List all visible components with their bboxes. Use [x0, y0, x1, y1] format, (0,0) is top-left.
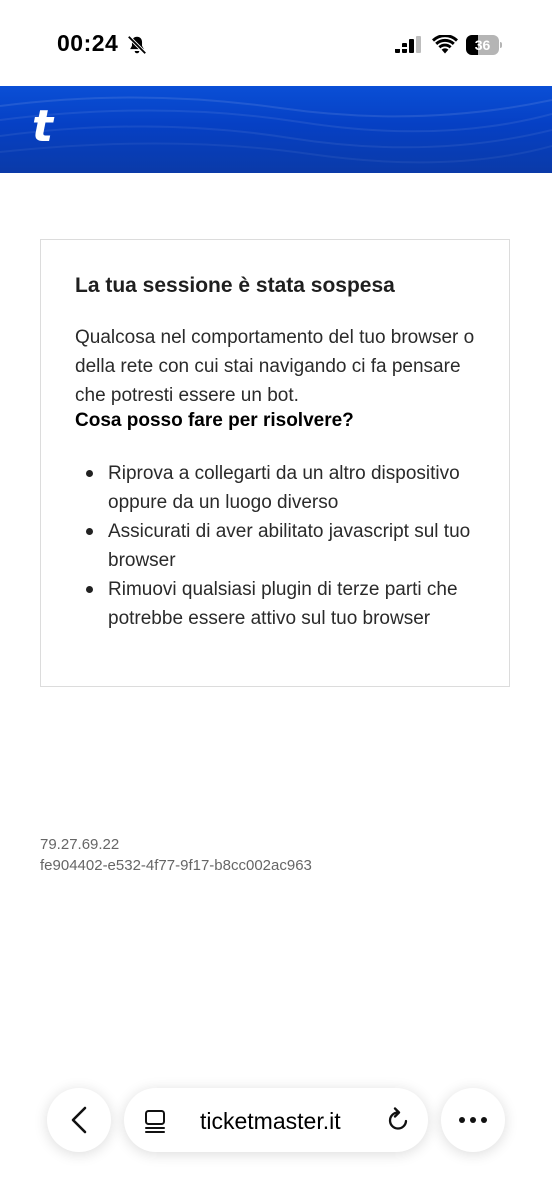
session-id: fe904402-e532-4f77-9f17-b8cc002ac963 — [40, 857, 312, 874]
tip-text: Assicurati di aver abilitato javascript sul tuo browser — [108, 521, 471, 571]
more-button[interactable] — [441, 1088, 505, 1152]
tabs-icon[interactable] — [144, 1109, 168, 1133]
suspension-card — [40, 239, 510, 687]
more-icon — [458, 1116, 488, 1124]
tip-item — [75, 517, 485, 575]
tip-text: Rimuovi qualsiasi plugin di terze parti che potrebbe essere attivo sul tuo browser — [108, 579, 458, 629]
address-bar[interactable] — [124, 1088, 428, 1152]
battery-level: 36 — [474, 37, 491, 53]
bullet-icon — [86, 586, 93, 593]
site-header — [0, 86, 552, 173]
tips-list — [75, 459, 485, 633]
url-text[interactable]: ticketmaster.it — [200, 1108, 341, 1134]
back-button[interactable] — [47, 1088, 111, 1152]
card-message: Qualcosa nel comportamento del tuo browser o della rete con cui stai navigando ci fa pensare che potresti essere un bot. — [75, 327, 475, 406]
wifi-icon — [432, 35, 458, 55]
cellular-signal-icon — [395, 36, 423, 54]
ticketmaster-logo[interactable]: t — [32, 101, 54, 152]
chevron-left-icon — [70, 1106, 88, 1134]
client-ip: 79.27.69.22 — [40, 836, 120, 853]
browser-toolbar — [0, 1076, 552, 1166]
bullet-icon — [86, 528, 93, 535]
battery-indicator — [466, 35, 502, 55]
bell-muted-icon — [126, 34, 148, 56]
tip-text: Riprova a collegarti da un altro dispositivo oppure da un luogo diverso — [108, 463, 460, 513]
bullet-icon — [86, 470, 93, 477]
header-wave-pattern — [0, 86, 552, 173]
status-bar — [0, 0, 552, 86]
tip-item — [75, 575, 485, 633]
status-time: 00:24 — [57, 30, 119, 56]
card-subtitle: Cosa posso fare per risolvere? — [75, 410, 354, 431]
reload-icon[interactable] — [385, 1107, 411, 1133]
card-title: La tua sessione è stata sospesa — [75, 274, 395, 297]
tip-item — [75, 459, 485, 517]
